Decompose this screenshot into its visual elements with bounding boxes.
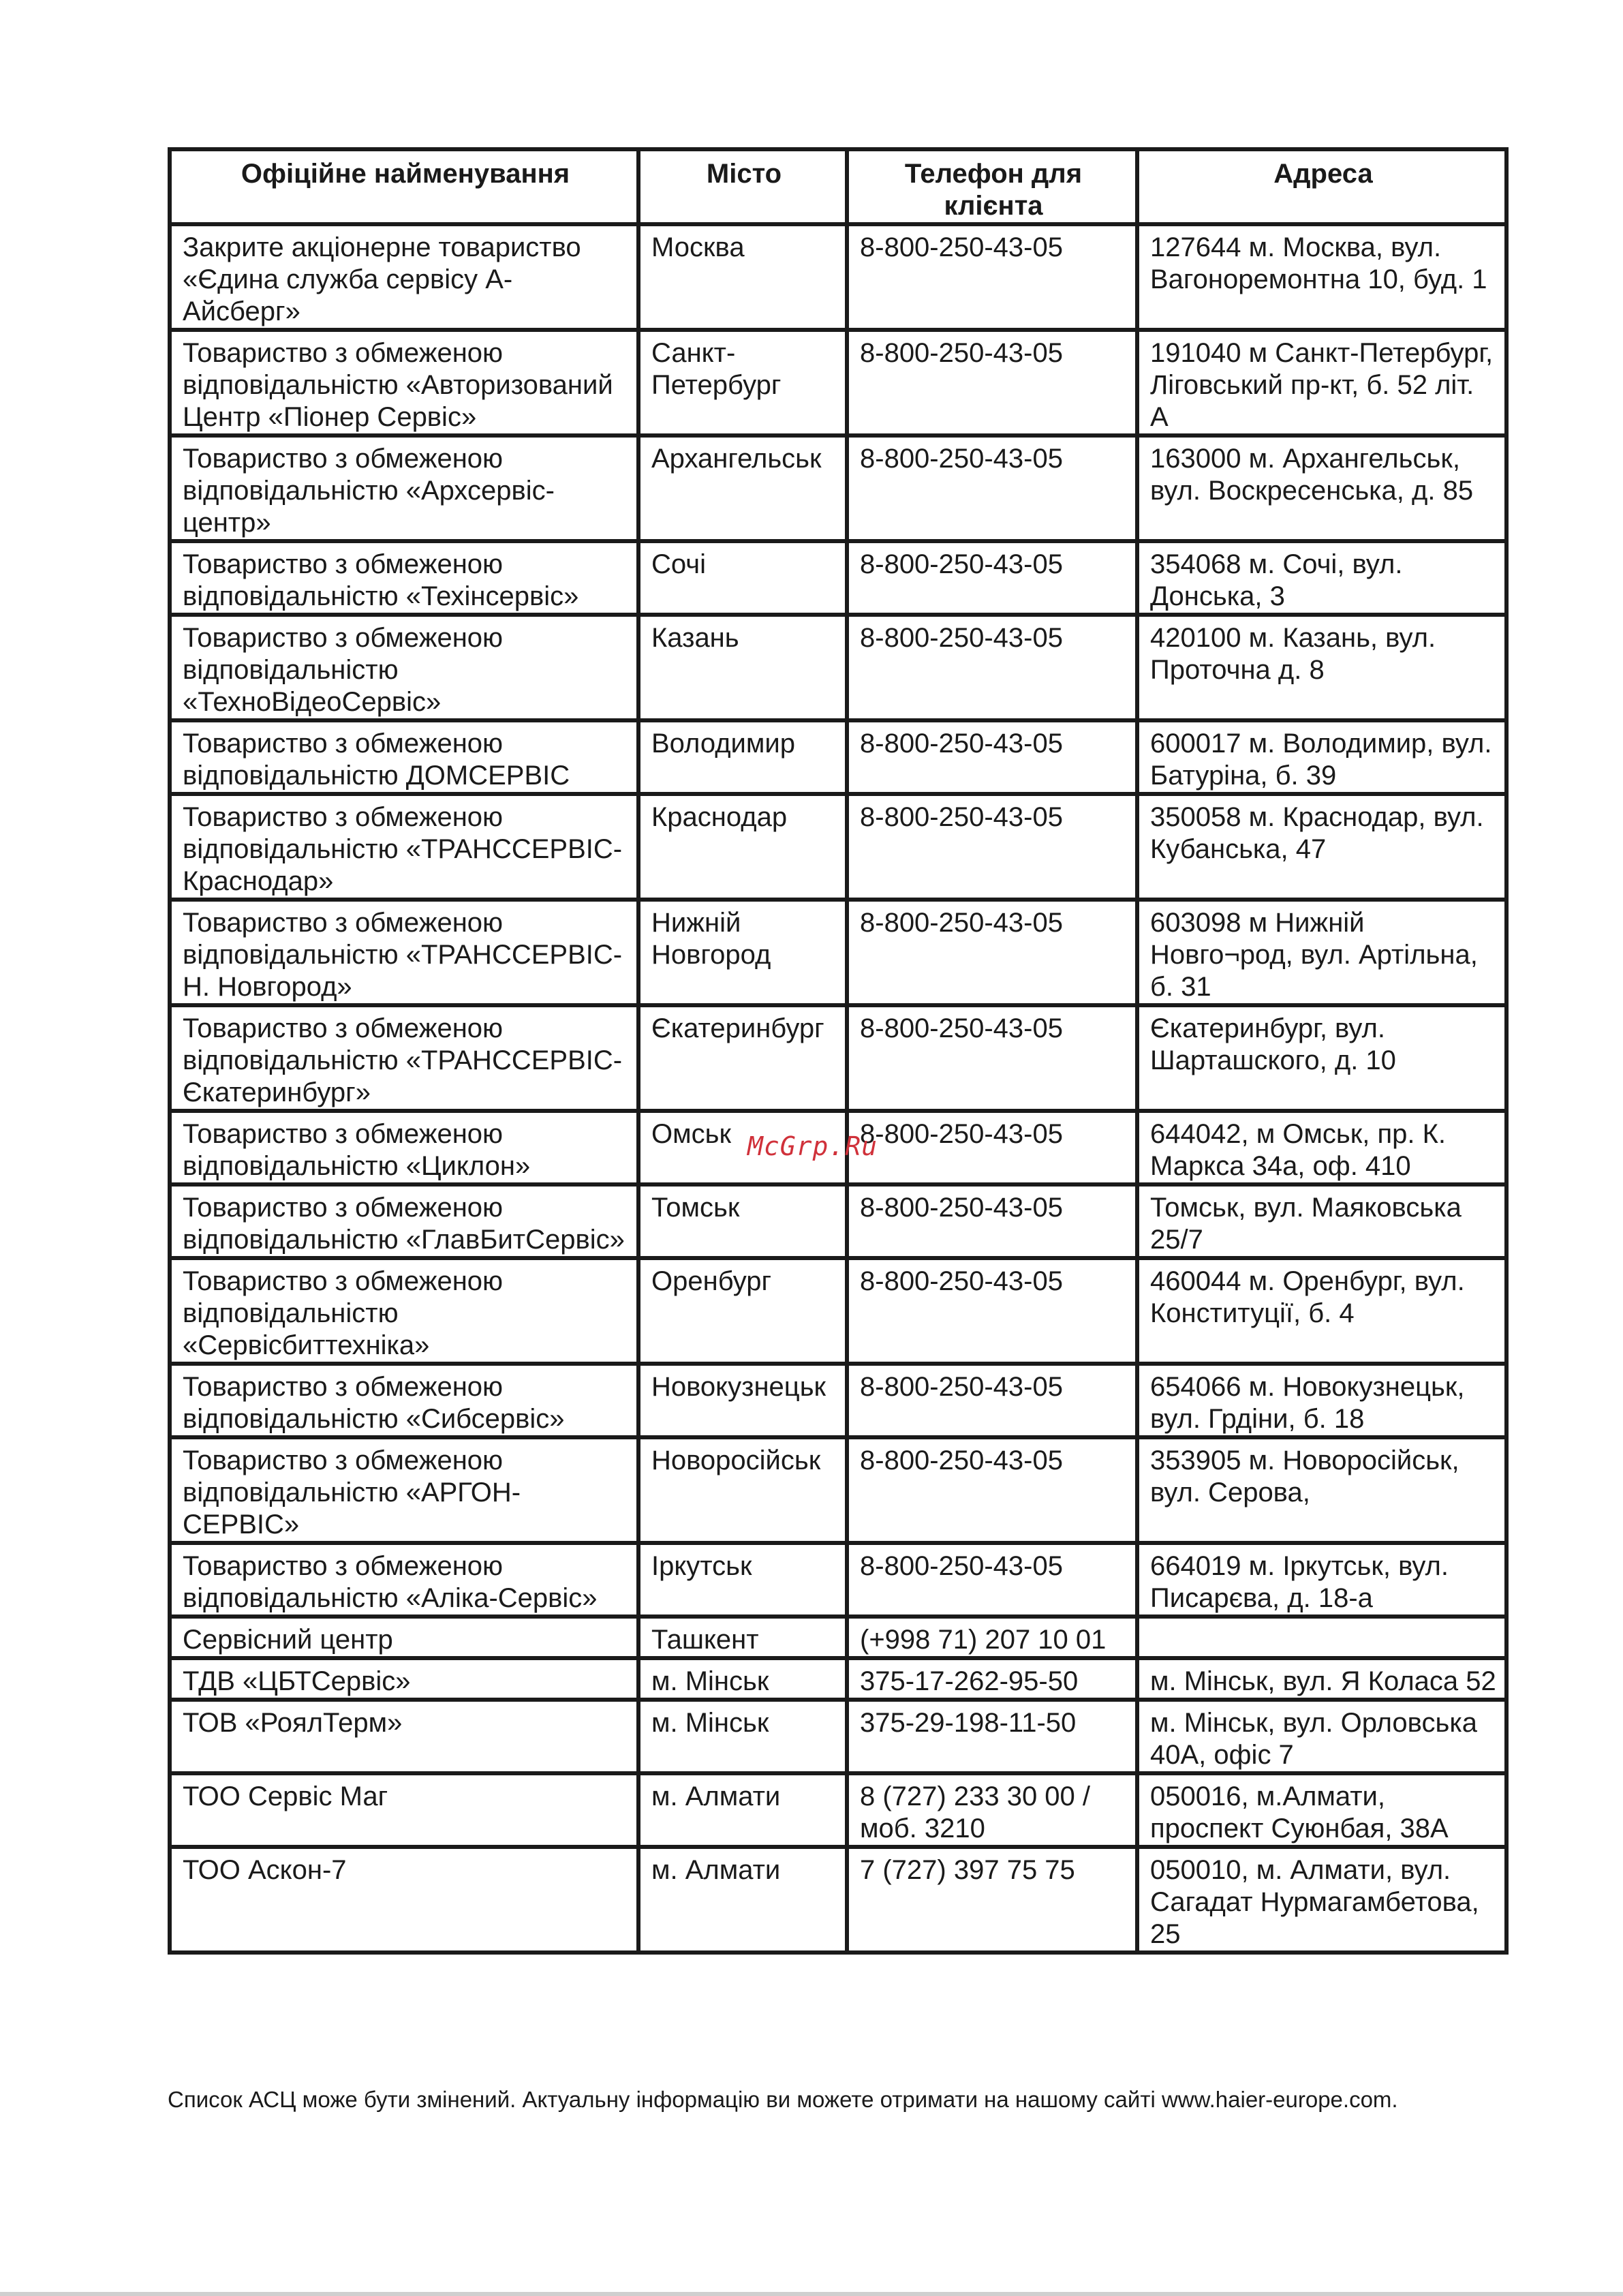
- address-cell: 127644 м. Москва, вул. Вагоноремонтна 10, буд. 1: [1137, 224, 1506, 330]
- city-cell: Новокузнецьк: [638, 1364, 847, 1437]
- address-cell: Єкатеринбург, вул. Шарташского, д. 10: [1137, 1005, 1506, 1111]
- city-cell: Архангельськ: [638, 435, 847, 541]
- table-row: [170, 720, 1506, 794]
- address-cell: 050010, м. Алмати, вул. Сагадат Нурмагамбетова, 25: [1137, 1847, 1506, 1953]
- official-name-cell: Товариство з обмеженою відповідальністю «Сибсервіс»: [170, 1364, 638, 1437]
- phone-cell: 8-800-250-43-05: [847, 1258, 1137, 1364]
- header-official-name: Офіційне найменування: [170, 149, 638, 224]
- city-cell: Володимир: [638, 720, 847, 794]
- official-name-cell: ТОО Сервіс Маг: [170, 1773, 638, 1847]
- table-row: [170, 1364, 1506, 1437]
- address-cell: 050016, м.Алмати, проспект Суюнбая, 38А: [1137, 1773, 1506, 1847]
- phone-cell: 8 (727) 233 30 00 / моб. 3210: [847, 1773, 1137, 1847]
- city-cell: Оренбург: [638, 1258, 847, 1364]
- phone-cell: 7 (727) 397 75 75: [847, 1847, 1137, 1953]
- address-cell: 603098 м Нижній Новго¬род, вул. Артільна, б. 31: [1137, 900, 1506, 1005]
- official-name-cell: Товариство з обмеженою відповідальністю «Архсервіс-центр»: [170, 435, 638, 541]
- table-row: [170, 1847, 1506, 1953]
- official-name-cell: Товариство з обмеженою відповідальністю «Циклон»: [170, 1111, 638, 1184]
- phone-cell: 8-800-250-43-05: [847, 720, 1137, 794]
- city-cell: м. Мінськ: [638, 1700, 847, 1773]
- city-cell: м. Алмати: [638, 1773, 847, 1847]
- table-row: [170, 1184, 1506, 1258]
- city-cell: м. Мінськ: [638, 1658, 847, 1700]
- official-name-cell: Товариство з обмеженою відповідальністю «ТРАНССЕРВІС-Н. Новгород»: [170, 900, 638, 1005]
- address-cell: 644042, м Омськ, пр. К. Маркса 34а, оф. 410: [1137, 1111, 1506, 1184]
- city-cell: Казань: [638, 615, 847, 720]
- footer-note: Список АСЦ може бути змінений. Актуальну інформацію ви можете отримати на нашому сайті www.haier-europe.com.: [168, 2087, 1398, 2112]
- table-row: [170, 1543, 1506, 1617]
- official-name-cell: ТДВ «ЦБТСервіс»: [170, 1658, 638, 1700]
- official-name-cell: Сервісний центр: [170, 1617, 638, 1658]
- address-cell: 354068 м. Сочі, вул. Донська, 3: [1137, 541, 1506, 615]
- header-city: Місто: [638, 149, 847, 224]
- phone-cell: 8-800-250-43-05: [847, 615, 1137, 720]
- address-cell: 163000 м. Архангельськ, вул. Воскресенська, д. 85: [1137, 435, 1506, 541]
- address-cell: [1137, 1617, 1506, 1658]
- address-cell: 600017 м. Володимир, вул. Батуріна, б. 39: [1137, 720, 1506, 794]
- city-cell: Іркутськ: [638, 1543, 847, 1617]
- phone-cell: (+998 71) 207 10 01: [847, 1617, 1137, 1658]
- city-cell: Єкатеринбург: [638, 1005, 847, 1111]
- city-cell: Новоросійськ: [638, 1437, 847, 1543]
- official-name-cell: Закрите акціонерне товариство «Єдина служба сервісу А-Айсберг»: [170, 224, 638, 330]
- table-row: [170, 794, 1506, 900]
- address-cell: м. Мінськ, вул. Орловська 40А, офіс 7: [1137, 1700, 1506, 1773]
- table-row: [170, 330, 1506, 435]
- phone-cell: 8-800-250-43-05: [847, 1111, 1137, 1184]
- phone-cell: 8-800-250-43-05: [847, 1364, 1137, 1437]
- address-cell: 420100 м. Казань, вул. Проточна д. 8: [1137, 615, 1506, 720]
- phone-cell: 8-800-250-43-05: [847, 224, 1137, 330]
- address-cell: 350058 м. Краснодар, вул. Кубанська, 47: [1137, 794, 1506, 900]
- table-row: [170, 615, 1506, 720]
- official-name-cell: Товариство з обмеженою відповідальністю «ГлавБитСервіс»: [170, 1184, 638, 1258]
- page-bottom-divider: [0, 2292, 1623, 2296]
- table-row: [170, 900, 1506, 1005]
- table-row: [170, 224, 1506, 330]
- official-name-cell: Товариство з обмеженою відповідальністю «ТехноВідеоСервіс»: [170, 615, 638, 720]
- official-name-cell: ТОО Аскон-7: [170, 1847, 638, 1953]
- table-row: [170, 1005, 1506, 1111]
- table-body: [170, 224, 1506, 1953]
- address-cell: Томськ, вул. Маяковська 25/7: [1137, 1184, 1506, 1258]
- phone-cell: 8-800-250-43-05: [847, 435, 1137, 541]
- table-row: [170, 435, 1506, 541]
- service-centers-table: [168, 147, 1509, 1955]
- official-name-cell: Товариство з обмеженою відповідальністю «Авторизований Центр «Піонер Сервіс»: [170, 330, 638, 435]
- table-row: [170, 541, 1506, 615]
- table-row: [170, 1658, 1506, 1700]
- table-row: [170, 1700, 1506, 1773]
- address-cell: 353905 м. Новоросійськ, вул. Серова,: [1137, 1437, 1506, 1543]
- address-cell: 654066 м. Новокузнецьк, вул. Грдіни, б. 18: [1137, 1364, 1506, 1437]
- city-cell: Ташкент: [638, 1617, 847, 1658]
- address-cell: 191040 м Санкт-Петербург, Ліговський пр-кт, б. 52 літ. А: [1137, 330, 1506, 435]
- header-phone: Телефон для клієнта: [847, 149, 1137, 224]
- phone-cell: 8-800-250-43-05: [847, 794, 1137, 900]
- official-name-cell: Товариство з обмеженою відповідальністю «Сервісбиттехніка»: [170, 1258, 638, 1364]
- phone-cell: 8-800-250-43-05: [847, 1184, 1137, 1258]
- city-cell: Нижній Новгород: [638, 900, 847, 1005]
- city-cell: м. Алмати: [638, 1847, 847, 1953]
- city-cell: Сочі: [638, 541, 847, 615]
- city-cell: Омськ: [638, 1111, 847, 1184]
- table-header-row: [170, 149, 1506, 224]
- official-name-cell: Товариство з обмеженою відповідальністю «Аліка-Сервіс»: [170, 1543, 638, 1617]
- table-row: [170, 1617, 1506, 1658]
- phone-cell: 375-17-262-95-50: [847, 1658, 1137, 1700]
- city-cell: Москва: [638, 224, 847, 330]
- official-name-cell: Товариство з обмеженою відповідальністю «АРГОН-СЕРВІС»: [170, 1437, 638, 1543]
- phone-cell: 8-800-250-43-05: [847, 330, 1137, 435]
- phone-cell: 8-800-250-43-05: [847, 900, 1137, 1005]
- table-row: [170, 1437, 1506, 1543]
- city-cell: Томськ: [638, 1184, 847, 1258]
- official-name-cell: Товариство з обмеженою відповідальністю «Техінсервіс»: [170, 541, 638, 615]
- header-address: Адреса: [1137, 149, 1506, 224]
- phone-cell: 8-800-250-43-05: [847, 1543, 1137, 1617]
- table-row: [170, 1773, 1506, 1847]
- city-cell: Краснодар: [638, 794, 847, 900]
- phone-cell: 8-800-250-43-05: [847, 1437, 1137, 1543]
- official-name-cell: Товариство з обмеженою відповідальністю «ТРАНССЕРВІС-Єкатеринбург»: [170, 1005, 638, 1111]
- city-cell: Санкт-Петербург: [638, 330, 847, 435]
- address-cell: м. Мінськ, вул. Я Коласа 52: [1137, 1658, 1506, 1700]
- official-name-cell: Товариство з обмеженою відповідальністю «ТРАНССЕРВІС- Краснодар»: [170, 794, 638, 900]
- phone-cell: 375-29-198-11-50: [847, 1700, 1137, 1773]
- watermark-text: McGrp.Ru: [747, 1131, 878, 1161]
- official-name-cell: ТОВ «РоялТерм»: [170, 1700, 638, 1773]
- table-row: [170, 1258, 1506, 1364]
- address-cell: 460044 м. Оренбург, вул. Конституції, б. 4: [1137, 1258, 1506, 1364]
- phone-cell: 8-800-250-43-05: [847, 541, 1137, 615]
- address-cell: 664019 м. Іркутськ, вул. Писарєва, д. 18-а: [1137, 1543, 1506, 1617]
- official-name-cell: Товариство з обмеженою відповідальністю ДОМСЕРВІС: [170, 720, 638, 794]
- phone-cell: 8-800-250-43-05: [847, 1005, 1137, 1111]
